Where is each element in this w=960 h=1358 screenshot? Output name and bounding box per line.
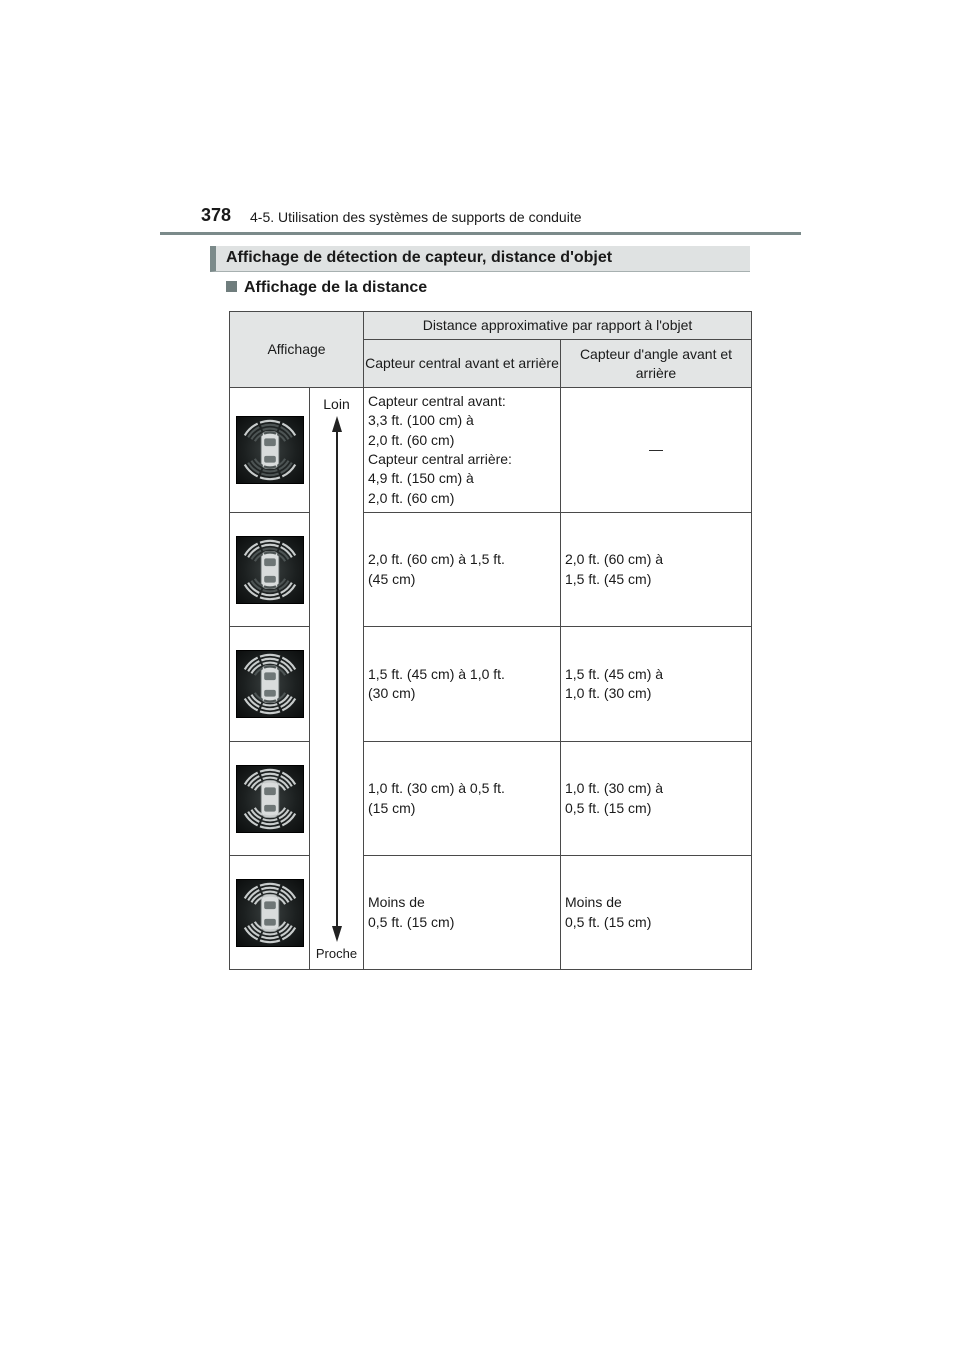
front-sensor-arc [262, 891, 277, 892]
value-line: 2,0 ft. (60 cm) à 1,5 ft. [368, 551, 505, 568]
value-line: Moins de [565, 894, 622, 911]
front-sensor-arc [261, 544, 278, 546]
section-heading-text: Affichage de détection de capteur, distance d'objet [226, 249, 613, 266]
car-body [261, 780, 278, 817]
rear-sensor-arc [261, 708, 278, 710]
front-sensor-arc [261, 887, 278, 889]
rear-sensor-arc [263, 815, 275, 816]
front-sensor-arc [263, 667, 275, 668]
front-sensor-arc [260, 655, 280, 657]
near-label: Proche [315, 946, 358, 961]
far-label: Loin [323, 396, 350, 412]
value-line: (15 cm) [368, 799, 416, 816]
rear-sensor-arc [260, 826, 280, 828]
rear-sensor-arc [260, 711, 280, 713]
header-distance: Distance approximative par rapport à l'objet [364, 312, 752, 340]
front-sensor-arc [260, 421, 280, 423]
corner-value-cell [561, 856, 752, 970]
car-rear-window [264, 456, 276, 463]
car-windshield [264, 438, 276, 446]
rear-sensor-arc [263, 700, 275, 701]
front-sensor-arc [262, 777, 277, 778]
subheading [226, 279, 427, 297]
value-line: 1,0 ft. (30 cm) à [565, 780, 664, 797]
corner-value-cell [561, 742, 752, 856]
front-sensor-arc [261, 773, 278, 775]
value-line: 2,0 ft. (60 cm) [368, 489, 455, 506]
value-line: Moins de [368, 894, 425, 911]
front-sensor-arc [262, 429, 277, 430]
car-rear-window [264, 918, 276, 925]
corner-value-cell [561, 388, 752, 513]
table-row [230, 513, 752, 627]
car-rear-window [264, 575, 276, 582]
display-cell [230, 388, 310, 513]
rear-sensor-arc [262, 470, 277, 471]
rear-sensor-arc [260, 597, 280, 599]
front-sensor-arc [260, 540, 280, 542]
value-line: 0,5 ft. (15 cm) [565, 913, 652, 930]
front-sensor-arc [262, 663, 277, 664]
value-line: 2,0 ft. (60 cm) [368, 431, 455, 448]
sensor-display-icon [236, 879, 304, 947]
car-windshield [264, 787, 276, 795]
subheading-text: Affichage de la distance [244, 279, 428, 296]
rear-sensor-arc [263, 586, 275, 587]
rear-sensor-arc [261, 936, 278, 938]
value-line: Capteur central arrière: [368, 451, 512, 467]
car-body [261, 551, 278, 588]
header-rule [160, 232, 801, 235]
corner-value-cell [561, 513, 752, 627]
rear-sensor-arc [261, 474, 278, 476]
front-sensor-arc [260, 769, 280, 771]
value-line: 1,0 ft. (30 cm) [565, 685, 652, 701]
table-row [230, 627, 752, 742]
header-corner-sensor: Capteur d'angle avant et arrière [561, 340, 752, 388]
value-line: 0,5 ft. (15 cm) [565, 799, 652, 816]
distance-table [229, 311, 752, 970]
distance-arrow-cell [310, 388, 364, 970]
table-row [230, 388, 752, 513]
value-line: 2,0 ft. (60 cm) à [565, 551, 664, 568]
display-cell [230, 627, 310, 742]
car-body [261, 894, 278, 931]
front-sensor-arc [263, 781, 275, 782]
display-cell [230, 856, 310, 970]
square-bullet-icon [226, 281, 237, 292]
page-number: 378 [201, 205, 232, 225]
rear-sensor-arc [263, 929, 275, 930]
double-arrow-icon [310, 388, 364, 970]
display-cell [230, 742, 310, 856]
car-body [261, 432, 278, 469]
sensor-display-icon [236, 416, 304, 484]
sensor-display-icon [236, 765, 304, 833]
front-sensor-arc [260, 883, 280, 885]
front-sensor-arc [263, 552, 275, 553]
value-line: 3,3 ft. (100 cm) à [368, 412, 474, 429]
car-windshield [264, 901, 276, 909]
rear-sensor-arc [263, 466, 275, 467]
front-sensor-arc [261, 659, 278, 661]
car-rear-window [264, 804, 276, 811]
value-line: 1,5 ft. (45 cm) à 1,0 ft. [368, 665, 505, 682]
sensor-display-icon [236, 650, 304, 718]
rear-sensor-arc [262, 590, 277, 591]
sensor-display-icon [236, 536, 304, 604]
table-row [230, 742, 752, 856]
center-value-cell [364, 856, 561, 970]
value-line: 1,5 ft. (45 cm) à [565, 665, 664, 682]
value-line: (45 cm) [368, 570, 416, 587]
value-line: Capteur central avant: [368, 393, 506, 410]
front-sensor-arc [262, 548, 277, 549]
front-sensor-arc [263, 895, 275, 896]
car-body [261, 666, 278, 703]
value-line: (30 cm) [368, 685, 416, 701]
center-value-cell [364, 742, 561, 856]
value-line: 4,9 ft. (150 cm) à [368, 470, 474, 487]
rear-sensor-arc [262, 819, 277, 820]
car-windshield [264, 558, 276, 566]
table-row [230, 856, 752, 970]
front-sensor-arc [261, 425, 278, 427]
running-title: 4-5. Utilisation des systèmes de supports de conduite [250, 209, 582, 225]
rear-sensor-arc [261, 822, 278, 824]
car-rear-window [264, 690, 276, 697]
center-value-cell [364, 513, 561, 627]
rear-sensor-arc [262, 933, 277, 934]
value-line: 1,5 ft. (45 cm) [565, 570, 652, 587]
front-sensor-arc [263, 433, 275, 434]
display-cell [230, 513, 310, 627]
rear-sensor-arc [261, 593, 278, 595]
value-line: — [649, 441, 663, 458]
center-value-cell [364, 388, 561, 513]
value-line: 1,0 ft. (30 cm) à 0,5 ft. [368, 780, 505, 797]
center-value-cell [364, 627, 561, 742]
rear-sensor-arc [262, 704, 277, 705]
car-windshield [264, 672, 276, 680]
rear-sensor-arc [260, 477, 280, 479]
header-center-sensor: Capteur central avant et arrière [364, 340, 561, 388]
value-line: 0,5 ft. (15 cm) [368, 913, 455, 930]
section-heading [210, 246, 750, 272]
rear-sensor-arc [260, 940, 280, 942]
corner-value-cell [561, 627, 752, 742]
header-display: Affichage [230, 312, 364, 388]
